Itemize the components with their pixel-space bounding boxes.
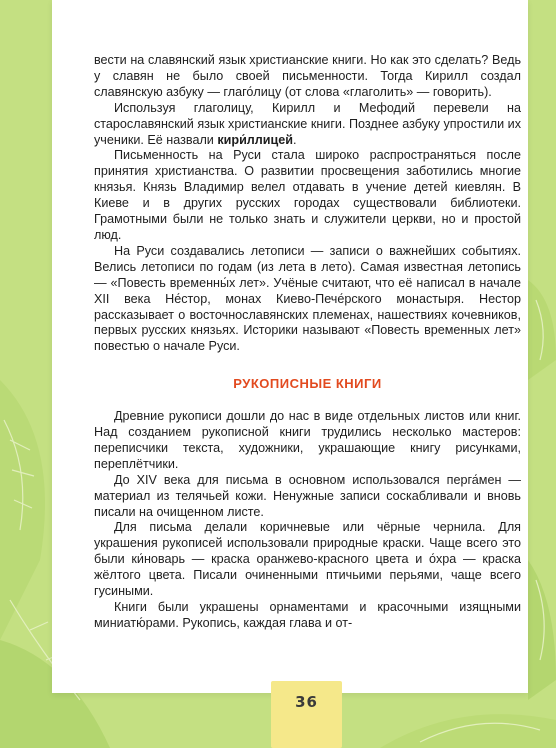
bold-term: кири́ллицей <box>217 132 294 147</box>
paragraph: вести на славянский язык христианские книги. Но как это сделать? Ведь у славян не было своей письменности. Тогда Кирилл создал славянскую азбуку — глаго́лицу (от слова «глаголить» — говорить). <box>94 53 521 99</box>
page-number: 36 <box>295 693 318 711</box>
paragraph: Для письма делали коричневые или чёрные чернила. Для украшения рукописей использовали природные краски. Чаще всего это были ки́новарь — краска оранжево-красного цвета и о́хра — краска жёлтого цвета. Писали очиненными птичьими перьями, чаще всего гусиными. <box>94 520 521 599</box>
page-text <box>94 53 521 632</box>
paragraph: Книги были украшены орнаментами и красочными изящными миниатю́рами. Рукопись, каждая глава и от- <box>94 600 521 630</box>
paragraph: Древние рукописи дошли до нас в виде отдельных листов или книг. Над созданием рукописной книги трудились несколько мастеров: переписчики текста, художники, украшающие книгу рисунками, переплётчики. <box>94 409 521 471</box>
paragraph: Письменность на Руси стала широко распространяться после принятия христианства. О развитии просвещения заботились многие князья. Князь Владимир велел отдавать в учение детей киевлян. В Киеве и в других русских городах существовали библиотеки. Грамотными были не только знать и служители церкви, но и простой люд. <box>94 148 521 242</box>
paragraph: На Руси создавались летописи — записи о важнейших событиях. Велись летописи по годам (из лета в лето). Самая известная летопись — «Повесть временны́х лет». Учёные считают, что её написал в начале XII века Не́стор, монах Киево-Пече́рского монастыря. Нестор рассказывает о восточнославянских племенах, нашествиях кочевников, первых русских князьях. Историки называют «Повесть временных лет» повестью о начале Руси. <box>94 243 521 354</box>
paragraph-cyrillic <box>94 101 521 149</box>
paragraph-text: Используя глаголицу, Кирилл и Мефодий перевели на старославянский язык христианские книги. Позднее азбуку упростили их ученики. Её назвали <box>94 100 521 147</box>
page-number-tab <box>271 681 342 748</box>
textbook-page <box>52 0 528 693</box>
paragraph-text-end: . <box>293 132 297 147</box>
section-heading: РУКОПИСНЫЕ КНИГИ <box>233 376 382 392</box>
paragraph: До XIV века для письма в основном использовался перга́мен — материал из телячьей кожи. Ненужные записи соскабливали и вновь писали на очищенном листе. <box>94 472 521 519</box>
